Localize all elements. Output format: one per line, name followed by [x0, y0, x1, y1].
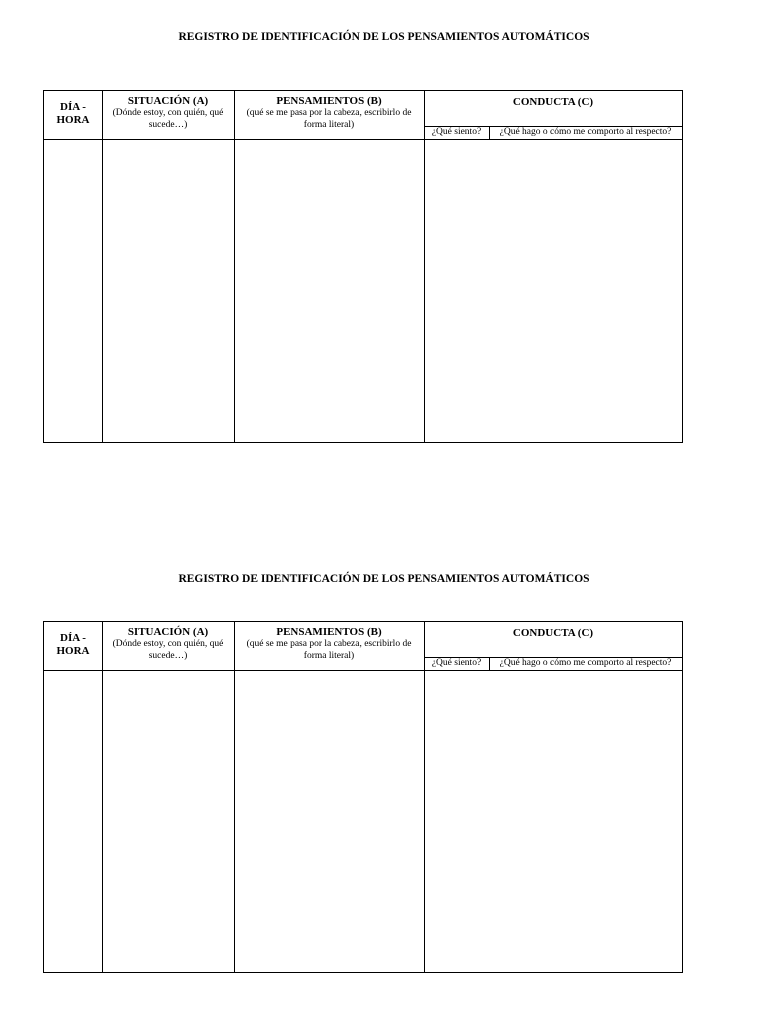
header-dia: DÍA - — [60, 632, 86, 644]
situacion-hint: (Dónde estoy, con quién, qué sucede…) — [112, 639, 224, 661]
header-pensamientos — [234, 626, 424, 662]
pensamientos-hint: (qué se me pasa por la cabeza, escribirlo de forma literal) — [246, 108, 412, 130]
form-title: REGISTRO DE IDENTIFICACIÓN DE LOS PENSAMIENTOS AUTOMÁTICOS — [178, 573, 590, 585]
form-title: REGISTRO DE IDENTIFICACIÓN DE LOS PENSAMIENTOS AUTOMÁTICOS — [178, 31, 590, 43]
header-dia-hora — [44, 632, 102, 658]
situacion-title: SITUACIÓN (A) — [127, 626, 209, 638]
conducta-que-hago: ¿Qué hago o cómo me comporto al respecto? — [499, 658, 672, 668]
pensamientos-title: PENSAMIENTOS (B) — [276, 626, 382, 638]
pensamientos-hint: (qué se me pasa por la cabeza, escribirlo de forma literal) — [246, 639, 412, 661]
pensamientos-title: PENSAMIENTOS (B) — [276, 95, 382, 107]
header-dia: DÍA - — [60, 101, 86, 113]
dia-hora-entry-area[interactable] — [44, 671, 102, 972]
header-dia-hora — [44, 101, 102, 127]
dia-hora-entry-area[interactable] — [44, 140, 102, 442]
situacion-hint: (Dónde estoy, con quién, qué sucede…) — [112, 108, 224, 130]
conducta-que-siento: ¿Qué siento? — [431, 658, 482, 668]
header-situacion — [102, 95, 234, 131]
record-table — [43, 621, 683, 973]
pensamientos-entry-area[interactable] — [235, 671, 424, 972]
situacion-entry-area[interactable] — [103, 671, 234, 972]
conducta-entry-area[interactable] — [425, 671, 682, 972]
header-conducta: CONDUCTA (C) — [512, 627, 594, 639]
header-hora: HORA — [56, 645, 90, 657]
pensamientos-entry-area[interactable] — [235, 140, 424, 442]
situacion-title: SITUACIÓN (A) — [127, 95, 209, 107]
header-hora: HORA — [56, 114, 90, 126]
header-situacion — [102, 626, 234, 662]
header-conducta: CONDUCTA (C) — [512, 96, 594, 108]
header-pensamientos — [234, 95, 424, 131]
conducta-entry-area[interactable] — [425, 140, 682, 442]
conducta-que-hago: ¿Qué hago o cómo me comporto al respecto? — [499, 127, 672, 137]
situacion-entry-area[interactable] — [103, 140, 234, 442]
conducta-que-siento: ¿Qué siento? — [431, 127, 482, 137]
record-table — [43, 90, 683, 443]
